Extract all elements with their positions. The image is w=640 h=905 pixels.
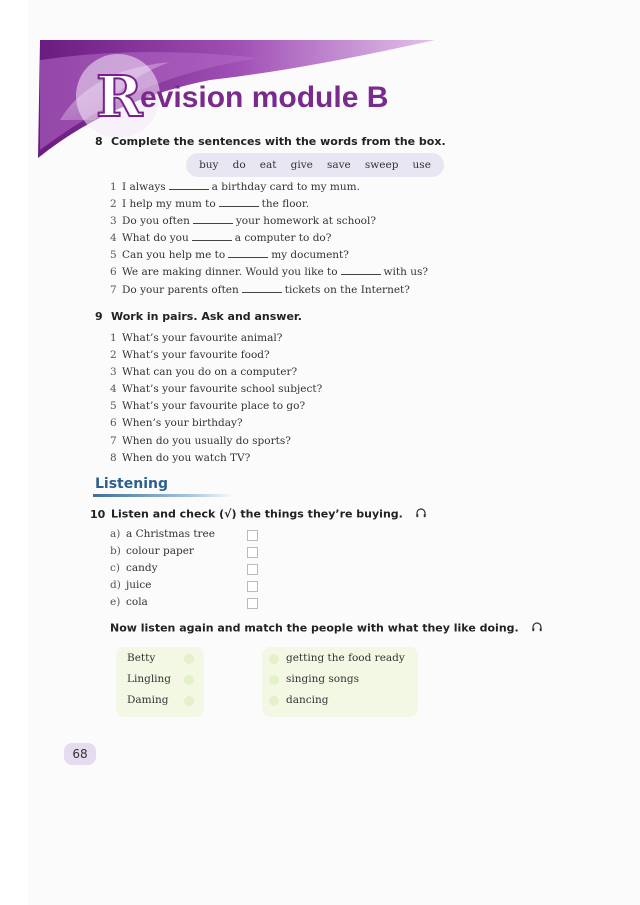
checkbox[interactable] [247,598,258,609]
list-item: e) cola [110,596,148,608]
match-dot[interactable] [269,696,279,706]
list-item: b) colour paper [110,545,194,557]
section-10-instruction-2: Now listen again and match the people with what they like doing. [110,621,543,636]
activity-label: dancing [286,694,329,706]
answer-blank[interactable] [242,283,282,293]
list-item: 6 We are making dinner. Would you like to with us? [110,266,428,279]
match-dot[interactable] [269,654,279,664]
word-box-item: eat [259,159,277,171]
list-item: 1 I always a birthday card to my mum. [110,181,360,193]
list-item: 8 When do you watch TV? [110,451,251,464]
person-name: Lingling [127,673,172,685]
title-text: evision module B [140,81,389,114]
list-item: a) a Christmas tree [110,528,215,540]
list-item: 3 What can you do on a computer? [110,366,298,379]
list-item: 4 What’s your favourite school subject? [110,383,323,396]
answer-blank[interactable] [228,248,268,258]
list-item: 6 When’s your birthday? [110,417,243,430]
list-item: 7 Do your parents often tickets on the Internet? [110,283,410,296]
word-box-item: save [326,159,351,171]
headphones-icon[interactable] [531,621,543,636]
section-10-instruction: 10 Listen and check (√) the things they’re buying. [90,507,427,522]
list-item: 3 Do you often your homework at school? [110,215,376,228]
section-10-list [110,526,215,611]
checkbox[interactable] [247,581,258,592]
listening-underline [93,494,233,497]
checkbox[interactable] [247,530,258,541]
list-item: 7 When do you usually do sports? [110,434,291,447]
list-item: 4 What do you a computer to do? [110,232,332,245]
checkbox[interactable] [247,564,258,575]
list-item: 5 What’s your favourite place to go? [110,400,306,413]
title-initial: R [96,64,143,130]
activity-label: singing songs [286,673,359,685]
match-dot[interactable] [184,696,194,706]
answer-blank[interactable] [169,180,209,190]
answer-blank[interactable] [219,197,259,207]
word-box-item: do [232,159,246,171]
list-item: 2 What’s your favourite food? [110,349,270,362]
answer-blank[interactable] [341,265,381,275]
list-item: 5 Can you help me to my document? [110,249,349,262]
section-8-instruction: 8 Complete the sentences with the words from the box. [95,135,446,148]
section-9-instruction: 9 Work in pairs. Ask and answer. [95,310,302,323]
word-box-item: give [290,159,313,171]
checkbox[interactable] [247,547,258,558]
match-dot[interactable] [269,675,279,685]
people-list [127,648,171,711]
list-item: 1 What’s your favourite animal? [110,332,283,344]
match-dot[interactable] [184,654,194,664]
answer-blank[interactable] [193,214,233,224]
word-box [186,153,444,177]
list-item: 2 I help my mum to the floor. [110,198,310,211]
listening-heading: Listening [95,476,168,492]
activity-label: getting the food ready [286,652,405,664]
word-box-item: use [412,159,431,171]
list-item: d) juice [110,579,152,591]
match-dot[interactable] [184,675,194,685]
list-item: c) candy [110,562,158,574]
word-box-item: buy [199,159,219,171]
person-name: Daming [127,694,169,706]
answer-blank[interactable] [192,231,232,241]
word-box-item: sweep [364,159,399,171]
section-9-list [110,330,322,467]
activities-list [286,648,405,711]
section-8-list [110,179,428,299]
page-number: 68 [64,743,96,765]
headphones-icon[interactable] [415,507,427,522]
person-name: Betty [127,652,156,664]
